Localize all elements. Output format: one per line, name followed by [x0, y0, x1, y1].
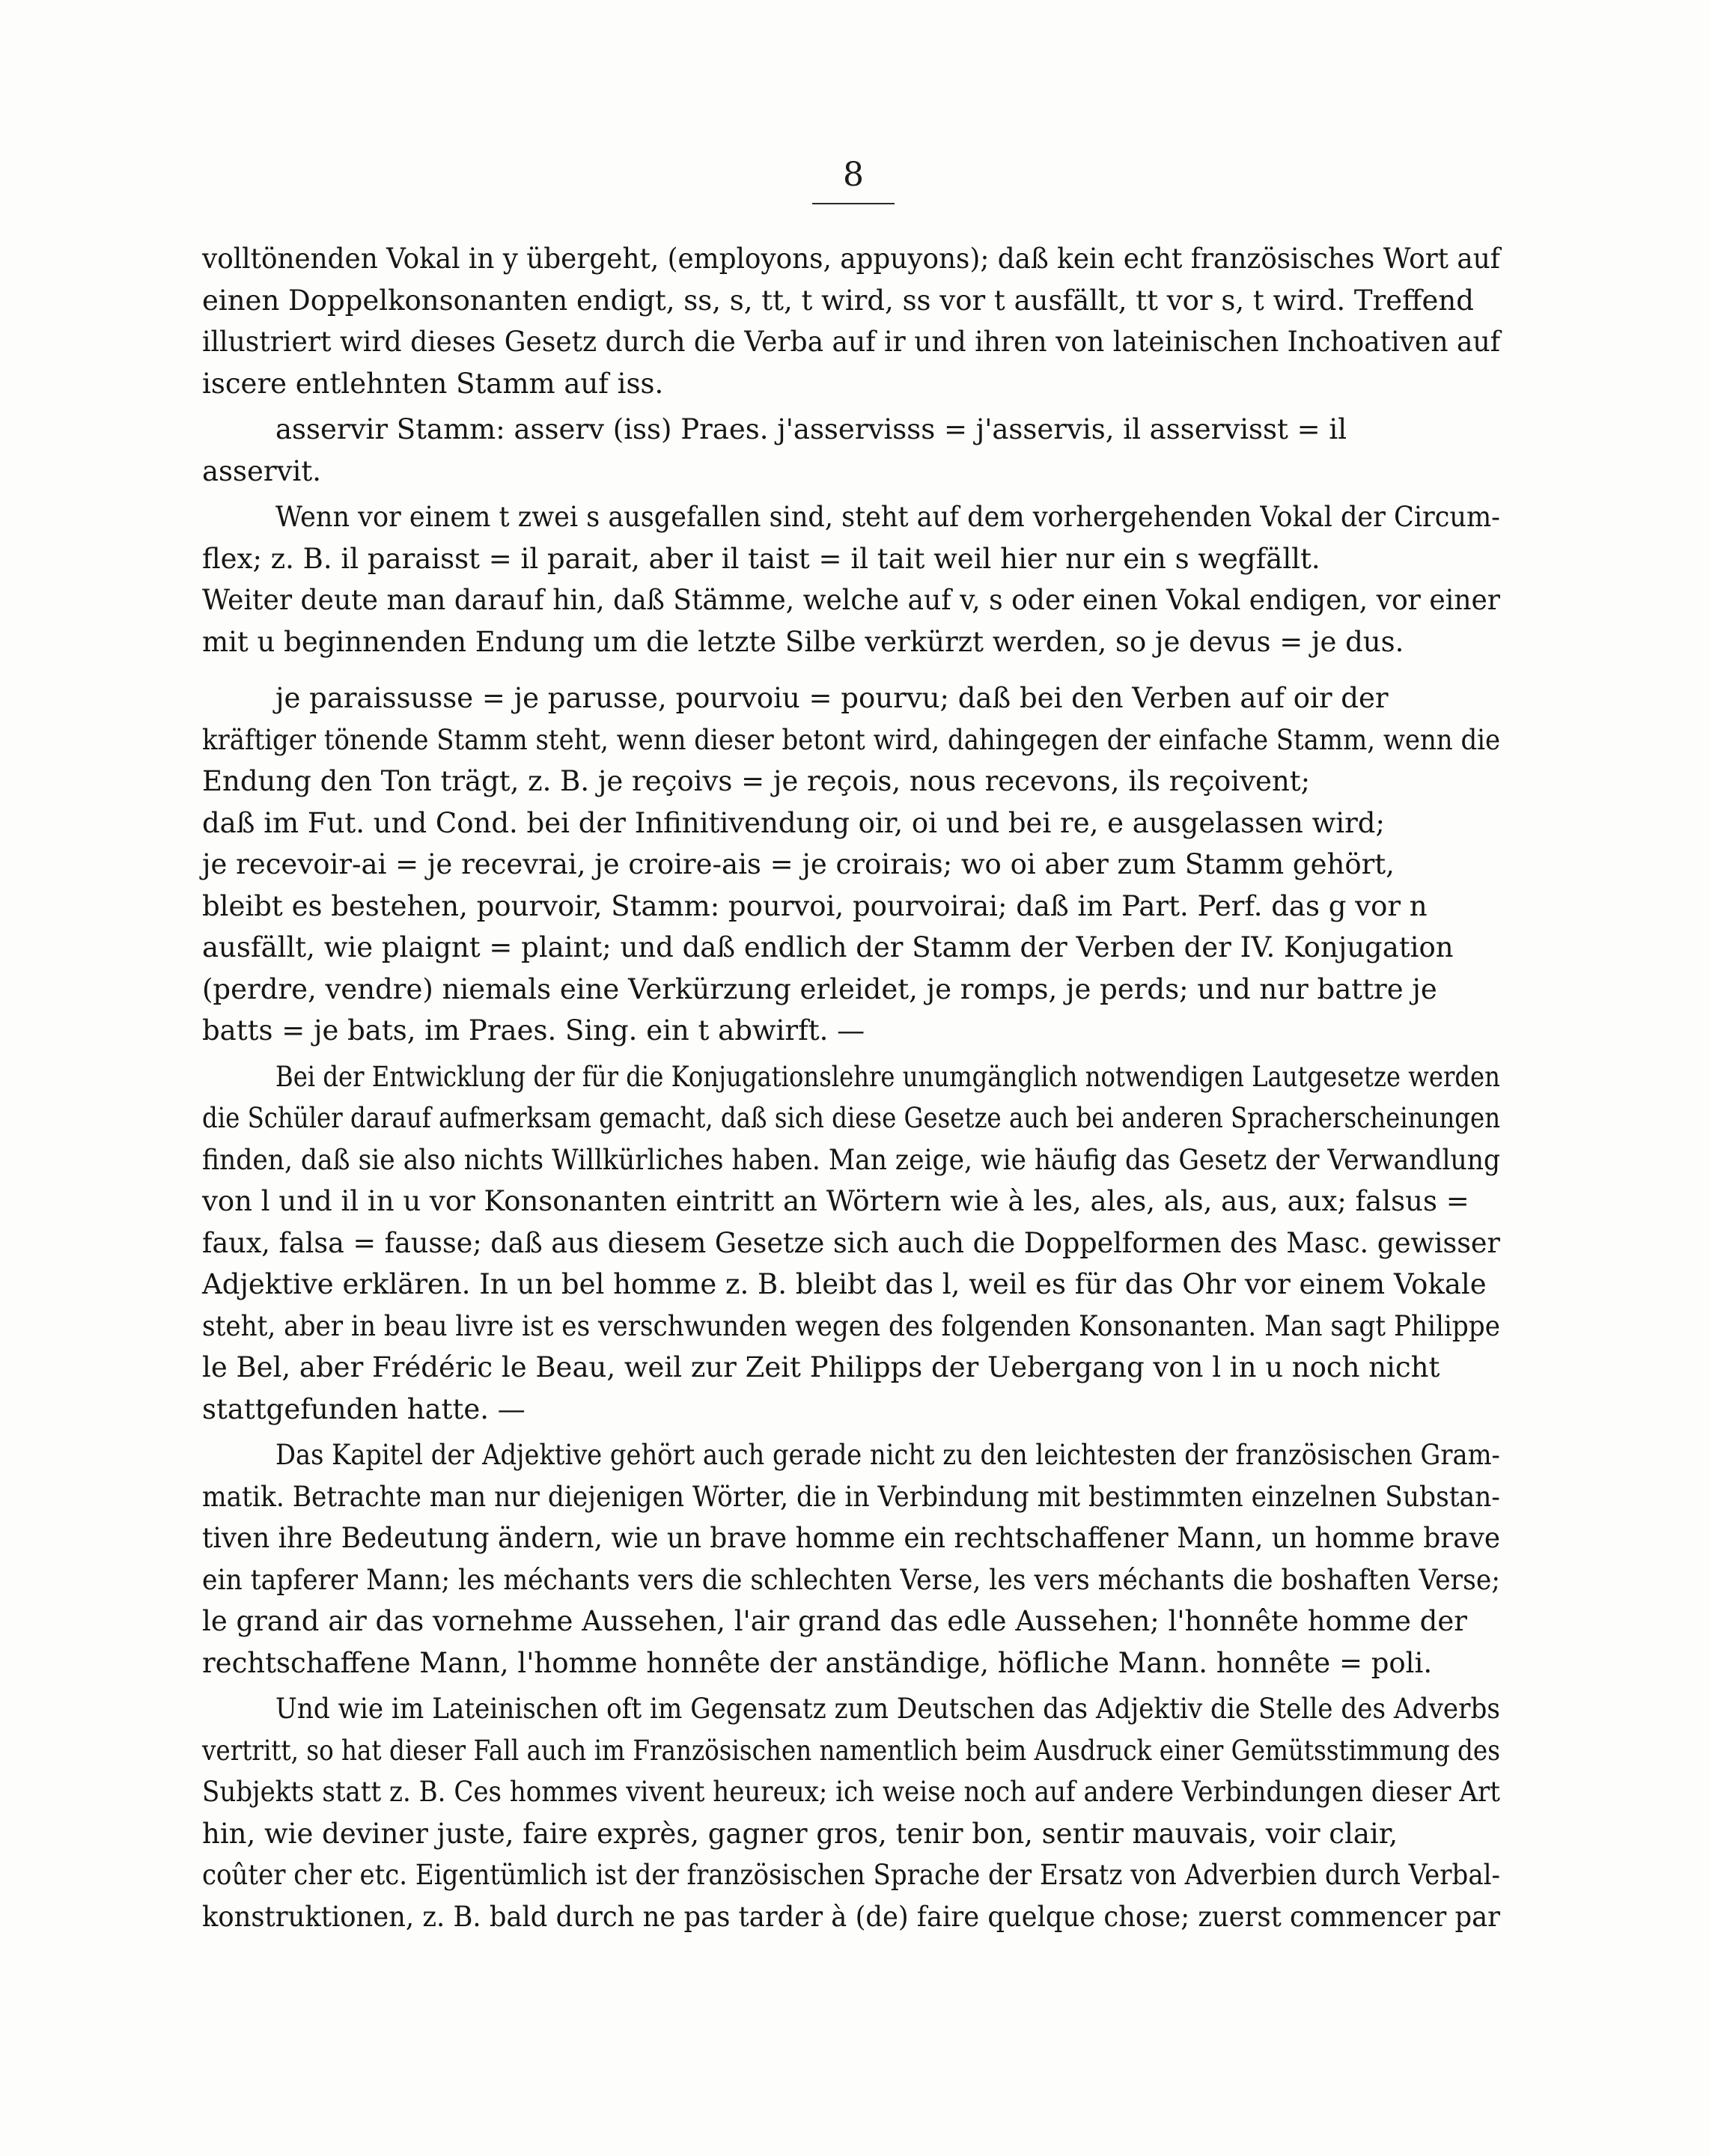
text-line: finden, daß sie also nichts Willkürliches haben. Man zeige, wie häufig das Gesetz der Verwandlung — [202, 1143, 1501, 1176]
paragraph — [202, 1434, 1500, 1684]
text-line: iscere entlehnten Stamm auf iss. — [202, 367, 664, 400]
text-line: flex; z. B. il paraisst = il parait, aber il taist = il tait weil hier nur ein s wegfällt. — [202, 542, 1320, 575]
text-line: tiven ihre Bedeutung ändern, wie un brave homme ein rechtschaffener Mann, un homme brave — [202, 1522, 1501, 1554]
text-line: vertritt, so hat dieser Fall auch im Französischen namentlich beim Ausdruck einer Gemütsstimmung des — [202, 1734, 1500, 1767]
text-line: einen Doppelkonsonanten endigt, ss, s, tt, t wird, ss vor t ausfällt, tt vor s, t wird. Treffend — [202, 284, 1474, 317]
text-line: konstruktionen, z. B. bald durch ne pas tarder à (de) faire quelque chose; zuerst commencer par — [202, 1900, 1501, 1933]
text-line: je paraissusse = je parusse, pourvoiu = pourvu; daß bei den Verben auf oir der — [275, 682, 1389, 714]
text-line: Weiter deute man darauf hin, daß Stämme, welche auf v, s oder einen Vokal endigen, vor einer — [202, 584, 1501, 616]
text-line: von l und il in u vor Konsonanten eintritt an Wörtern wie à les, ales, als, aus, aux; falsus = — [202, 1185, 1469, 1217]
text-line: Das Kapitel der Adjektive gehört auch gerade nicht zu den leichtesten der französischen Gram- — [275, 1439, 1500, 1471]
text-line: Und wie im Lateinischen oft im Gegensatz zum Deutschen das Adjektiv die Stelle des Adverbs — [275, 1693, 1500, 1725]
paragraph — [202, 238, 1500, 404]
paragraph — [202, 496, 1500, 663]
text-line: matik. Betrachte man nur diejenigen Wörter, die in Verbindung mit bestimmten einzelnen Substan- — [202, 1480, 1500, 1513]
text-line: mit u beginnenden Endung um die letzte Silbe verkürzt werden, so je devus = je dus. — [202, 625, 1404, 658]
paragraph — [202, 1056, 1500, 1431]
text-line: Adjektive erklären. In un bel homme z. B. bleibt das l, weil es für das Ohr vor einem Vokale — [202, 1268, 1487, 1300]
text-line: stattgefunden hatte. — — [202, 1392, 526, 1425]
text-line: asservir Stamm: asserv (iss) Praes. j'asservisss = j'asservis, il asservisst = il — [275, 413, 1347, 445]
text-line: je recevoir-ai = je recevrai, je croire-ais = je croirais; wo oi aber zum Stamm gehört, — [202, 848, 1395, 880]
example-paragraph — [202, 409, 1500, 492]
text-line: le grand air das vornehme Aussehen, l'air grand das edle Aussehen; l'honnête homme der — [202, 1605, 1467, 1637]
body-text — [202, 238, 1500, 1937]
text-line: ausfällt, wie plaignt = plaint; und daß endlich der Stamm der Verben der IV. Konjugation — [202, 931, 1454, 963]
text-line: kräftiger tönende Stamm steht, wenn dieser betont wird, dahingegen der einfache Stamm, wenn die — [202, 723, 1501, 756]
text-line: Bei der Entwicklung der für die Konjugationslehre unumgänglich notwendigen Lautgesetze werden — [275, 1060, 1500, 1093]
page-number: 8 — [843, 156, 864, 194]
text-line: daß im Fut. und Cond. bei der Infinitivendung oir, oi und bei re, e ausgelassen wird; — [202, 806, 1385, 839]
text-line: Wenn vor einem t zwei s ausgefallen sind, steht auf dem vorhergehenden Vokal der Circum- — [275, 501, 1501, 533]
text-line: die Schüler darauf aufmerksam gemacht, daß sich diese Gesetze auch bei anderen Spracherscheinungen — [202, 1102, 1501, 1134]
text-line: (perdre, vendre) niemals eine Verkürzung erleidet, je romps, je perds; und nur battre je — [202, 972, 1437, 1005]
paragraph — [202, 1688, 1500, 1937]
text-line: Subjekts statt z. B. Ces hommes vivent heureux; ich weise noch auf andere Verbindungen dieser Art — [202, 1776, 1500, 1808]
paragraph — [202, 677, 1500, 1052]
text-line: hin, wie deviner juste, faire exprès, gagner gros, tenir bon, sentir mauvais, voir clair, — [202, 1817, 1398, 1850]
text-line: ein tapferer Mann; les méchants vers die schlechten Verse, les vers méchants die boshaften Verse; — [202, 1563, 1500, 1596]
page-number-rule — [812, 203, 895, 204]
text-line: rechtschaffene Mann, l'homme honnête der anständige, höfliche Mann. honnête = poli. — [202, 1646, 1433, 1679]
text-line: asservit. — [202, 454, 321, 487]
text-line: bleibt es bestehen, pourvoir, Stamm: pourvoi, pourvoirai; daß im Part. Perf. das g vor n — [202, 889, 1428, 922]
text-line: volltönenden Vokal in y übergeht, (employons, appuyons); daß kein echt französisches Wort auf — [202, 243, 1500, 275]
text-line: Endung den Ton trägt, z. B. je reçoivs = je reçois, nous recevons, ils reçoivent; — [202, 765, 1311, 797]
text-line: batts = je bats, im Praes. Sing. ein t abwirft. — — [202, 1014, 865, 1047]
text-line: faux, falsa = fausse; daß aus diesem Gesetze sich auch die Doppelformen des Masc. gewisser — [202, 1226, 1500, 1259]
text-line: le Bel, aber Frédéric le Beau, weil zur Zeit Philipps der Uebergang von l in u noch nicht — [202, 1351, 1440, 1383]
text-line: coûter cher etc. Eigentümlich ist der französischen Sprache der Ersatz von Adverbien durch Verbal- — [202, 1859, 1500, 1891]
text-line: steht, aber in beau livre ist es verschwunden wegen des folgenden Konsonanten. Man sagt Philippe — [202, 1309, 1500, 1342]
text-line: illustriert wird dieses Gesetz durch die Verba auf ir und ihren von lateinischen Inchoativen auf — [202, 326, 1501, 358]
